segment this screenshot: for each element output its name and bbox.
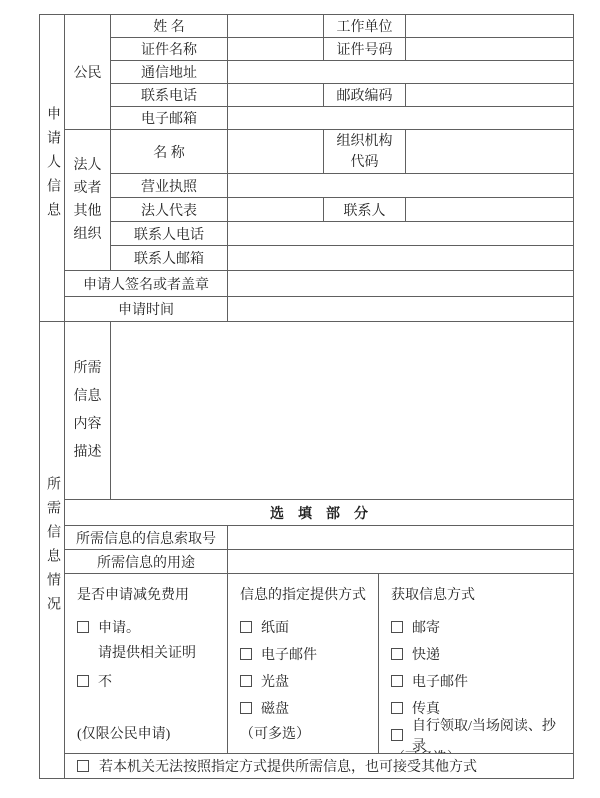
org-code-label bbox=[324, 130, 406, 174]
provide-method-option-paper[interactable] bbox=[240, 613, 374, 640]
business-license-label: 营业执照 bbox=[111, 174, 228, 198]
address-value-cell[interactable] bbox=[228, 61, 574, 84]
fee-waiver-footnote: (仅限公民申请) bbox=[77, 727, 171, 742]
checkbox-email-obtain[interactable] bbox=[391, 675, 403, 687]
cert-number-value-cell[interactable] bbox=[406, 38, 574, 61]
email-label: 电子邮箱 bbox=[111, 107, 228, 130]
obtain-method-option-mail[interactable] bbox=[391, 613, 569, 640]
checkbox-apply[interactable] bbox=[77, 621, 89, 633]
obtain-method-email-label: 电子邮件 bbox=[412, 674, 468, 690]
description-label-text: 所需信息内容描述 bbox=[73, 360, 102, 460]
phone-label: 联系电话 bbox=[111, 84, 228, 107]
cert-name-value-cell[interactable] bbox=[228, 38, 324, 61]
obtain-method-self-pickup-label: 自行领取/当场阅读、抄录 bbox=[412, 718, 556, 754]
cert-number-label: 证件号码 bbox=[324, 38, 406, 61]
provide-method-option-email[interactable] bbox=[240, 640, 374, 667]
provide-method-option-disk[interactable] bbox=[240, 694, 374, 721]
index-number-label: 所需信息的信息索取号 bbox=[65, 526, 228, 550]
contact-phone-label: 联系人电话 bbox=[111, 222, 228, 246]
checkbox-no-apply[interactable] bbox=[77, 675, 89, 687]
apply-time-value-cell[interactable] bbox=[228, 297, 574, 322]
required-info-table bbox=[39, 321, 574, 779]
signature-label: 申请人签名或者盖章 bbox=[65, 271, 228, 297]
legal-entity-group-label bbox=[65, 130, 111, 271]
legal-entity-group-text: 法人或者其他组织 bbox=[73, 158, 102, 242]
fee-waiver-cell bbox=[65, 574, 228, 754]
optional-part-header: 选填部分 bbox=[65, 500, 574, 526]
contact-phone-value-cell[interactable] bbox=[228, 222, 574, 246]
org-code-value-cell[interactable] bbox=[406, 130, 574, 174]
required-info-side-label-text: 所需信息情况 bbox=[45, 475, 60, 620]
apply-time-label: 申请时间 bbox=[65, 297, 228, 322]
address-label: 通信地址 bbox=[111, 61, 228, 84]
postcode-label: 邮政编码 bbox=[324, 84, 406, 107]
provide-method-paper-label: 纸面 bbox=[261, 620, 289, 636]
checkbox-other-method[interactable] bbox=[77, 760, 89, 772]
purpose-value-cell[interactable] bbox=[228, 550, 574, 574]
obtain-method-title: 获取信息方式 bbox=[391, 588, 475, 603]
obtain-method-cell bbox=[379, 574, 574, 754]
applicant-info-table bbox=[39, 14, 574, 322]
applicant-side-label-text: 申请人信息 bbox=[45, 105, 60, 226]
name-label: 姓 名 bbox=[111, 15, 228, 38]
index-number-value-cell[interactable] bbox=[228, 526, 574, 550]
org-code-label-text: 组织机构代码 bbox=[336, 133, 393, 170]
business-license-value-cell[interactable] bbox=[228, 174, 574, 198]
provide-method-cd-label: 光盘 bbox=[261, 674, 289, 690]
checkbox-disk[interactable] bbox=[240, 702, 252, 714]
provide-method-footnote: （可多选） bbox=[240, 727, 310, 742]
fee-waiver-apply-option[interactable] bbox=[77, 613, 223, 640]
applicant-section-side-label bbox=[40, 15, 65, 322]
contact-person-value-cell[interactable] bbox=[406, 198, 574, 222]
fee-waiver-title: 是否申请减免费用 bbox=[77, 588, 189, 603]
provide-method-title: 信息的指定提供方式 bbox=[240, 588, 366, 603]
legal-rep-label: 法人代表 bbox=[111, 198, 228, 222]
obtain-method-fax-label: 传真 bbox=[412, 701, 440, 717]
org-name-label: 名 称 bbox=[111, 130, 228, 174]
legal-rep-value-cell[interactable] bbox=[228, 198, 324, 222]
checkbox-self-pickup[interactable] bbox=[391, 729, 403, 741]
fee-waiver-no-option[interactable] bbox=[77, 667, 223, 694]
provide-method-disk-label: 磁盘 bbox=[261, 701, 289, 717]
description-value-cell[interactable] bbox=[111, 322, 574, 500]
purpose-label: 所需信息的用途 bbox=[65, 550, 228, 574]
work-unit-label: 工作单位 bbox=[324, 15, 406, 38]
required-info-section-side-label bbox=[40, 322, 65, 779]
obtain-method-mail-label: 邮寄 bbox=[412, 620, 440, 636]
checkbox-paper[interactable] bbox=[240, 621, 252, 633]
checkbox-cd[interactable] bbox=[240, 675, 252, 687]
obtain-method-option-self-pickup[interactable] bbox=[391, 718, 569, 754]
fee-waiver-apply-note: 请提供相关证明 bbox=[98, 646, 196, 661]
description-label bbox=[65, 322, 111, 500]
checkbox-fax[interactable] bbox=[391, 702, 403, 714]
other-method-note: 若本机关无法按照指定方式提供所需信息，也可接受其他方式 bbox=[99, 760, 477, 775]
email-value-cell[interactable] bbox=[228, 107, 574, 130]
postcode-value-cell[interactable] bbox=[406, 84, 574, 107]
obtain-method-option-email[interactable] bbox=[391, 667, 569, 694]
application-form bbox=[39, 14, 573, 779]
checkbox-mail[interactable] bbox=[391, 621, 403, 633]
obtain-method-express-label: 快递 bbox=[412, 647, 440, 663]
provide-method-cell bbox=[228, 574, 379, 754]
phone-value-cell[interactable] bbox=[228, 84, 324, 107]
contact-email-value-cell[interactable] bbox=[228, 246, 574, 271]
checkbox-email-delivery[interactable] bbox=[240, 648, 252, 660]
contact-person-label: 联系人 bbox=[324, 198, 406, 222]
signature-value-cell[interactable] bbox=[228, 271, 574, 297]
provide-method-option-cd[interactable] bbox=[240, 667, 374, 694]
fee-waiver-no-label: 不 bbox=[98, 674, 112, 690]
cert-name-label: 证件名称 bbox=[111, 38, 228, 61]
obtain-method-option-express[interactable] bbox=[391, 640, 569, 667]
work-unit-value-cell[interactable] bbox=[406, 15, 574, 38]
org-name-value-cell[interactable] bbox=[228, 130, 324, 174]
name-value-cell[interactable] bbox=[228, 15, 324, 38]
other-method-row bbox=[65, 754, 574, 779]
fee-waiver-apply-label: 申请。 bbox=[98, 620, 140, 636]
contact-email-label: 联系人邮箱 bbox=[111, 246, 228, 271]
citizen-group-label: 公民 bbox=[65, 15, 111, 130]
obtain-method-footnote bbox=[391, 748, 569, 754]
provide-method-email-label: 电子邮件 bbox=[261, 647, 317, 663]
checkbox-express[interactable] bbox=[391, 648, 403, 660]
